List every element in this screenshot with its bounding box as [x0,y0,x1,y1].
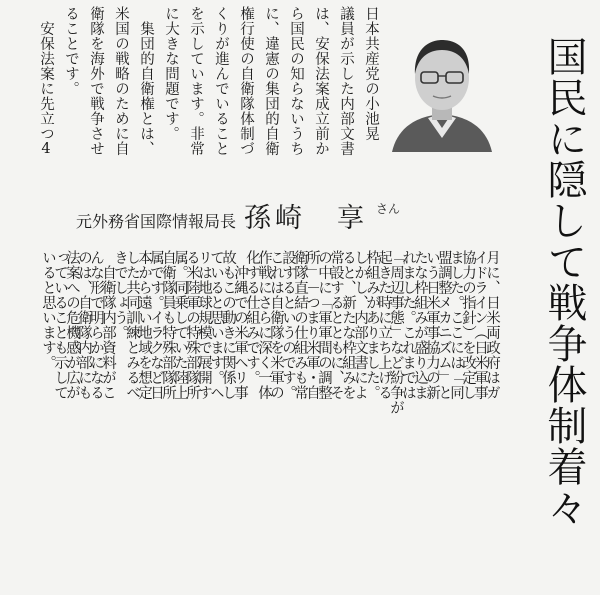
text-column: 自衛隊員も特殊部隊所 [160,250,176,400]
text-column: 議員が示した内部文書 [338,6,354,156]
text-column: 米国の戦略のために自 [113,6,129,156]
byline-title: 元外務省国際情報局長 [76,212,237,231]
text-column: たな枠組みが盛り込ま [412,250,428,400]
text-column: 作戦にさらに深く一体 [256,250,272,400]
text-column: る米陸軍の特殊部隊所 [184,250,200,400]
text-column: 常設するとともに、そ [328,250,344,400]
text-column: ると、新たな枠組みを [340,250,356,400]
text-column: ました。ここには「同 [448,250,464,400]
text-column: れました。これまでは [400,250,416,400]
byline-name: 孫崎 享 [244,203,369,234]
text-column: ていると思います。ヘ [208,250,224,400]
text-column: 枠組みがありました。 [364,250,380,400]
text-column: いう日米軍事協力の新 [424,250,440,400]
text-column: きでしょう。 [112,250,128,340]
text-column: リは地球規模で展開す [196,250,212,400]
text-column: 盟調整メカニズム」と [436,250,452,400]
text-column: んな形で明らかになる [88,250,104,400]
text-column: のは、自衛隊内部にも [76,250,92,400]
text-column: 化する仕組みです。 [244,250,260,385]
text-column: っていることも示して [52,250,68,400]
text-column: 設するというのです。 [280,250,296,400]
text-column: これは自衛隊を米軍の [268,250,284,400]
text-column: に大きな問題です。 [163,6,179,141]
text-column: しかし、内部文書によ [352,250,368,400]
portrait-illustration [388,28,496,152]
text-column: 月に、日米両政府はガ [484,250,500,400]
text-column: 衛隊直結の仕組みも常 [292,250,308,400]
text-column: ることです。 [63,6,79,96]
text-column: 属。同乗していた陸上 [172,250,188,400]
text-column: いると思います。 [40,250,56,370]
text-column: 衛隊を海外で戦争させ [88,6,104,156]
text-column: に、違憲の集団的自衛 [263,6,279,156]
text-column: 法案への危機感が広が [64,250,80,400]
headline: 国民に隠して戦争体制着々 [541,36,587,528]
text-column: 本から遠い地域を想定 [136,250,152,400]
text-column: くりが進んでいること [213,6,229,156]
text-column: ら国民の知らないうち [288,6,304,156]
byline-honorific: さん [376,202,401,216]
text-column: 起きた時に立ち上げる [376,250,392,400]
text-column: 沖縄での米軍ヘリ事 [232,250,248,400]
byline [76,196,476,236]
text-column: 所」－つまり米軍・自 [304,250,320,400]
text-column: 安保法案に先立つ4 [38,6,54,158]
text-column: 故もこの動きに関係し [220,250,236,400]
portrait-photo [388,28,496,152]
text-column: イドライン（日米軍事 [472,250,488,400]
text-column: した共同訓練とみるべ [124,250,140,400]
text-column: 属です。イラクなど日 [148,250,164,400]
text-column: 協力の指針）を改定し [460,250,476,400]
text-column: を示しています。非常 [188,6,204,156]
text-column: 自衛隊内部資料がこ [100,250,116,400]
text-column: 「周辺事態」など紛争が [388,250,404,415]
text-column: 日本共産党の小池晃 [363,6,379,141]
text-column: は、安保法案成立前か [313,6,329,156]
text-column: の中に「軍軍間の調整 [316,250,332,400]
text-column: 集団的自衛権とは、 [138,6,154,156]
text-column: 権行使の自衛隊体制づ [238,6,254,156]
